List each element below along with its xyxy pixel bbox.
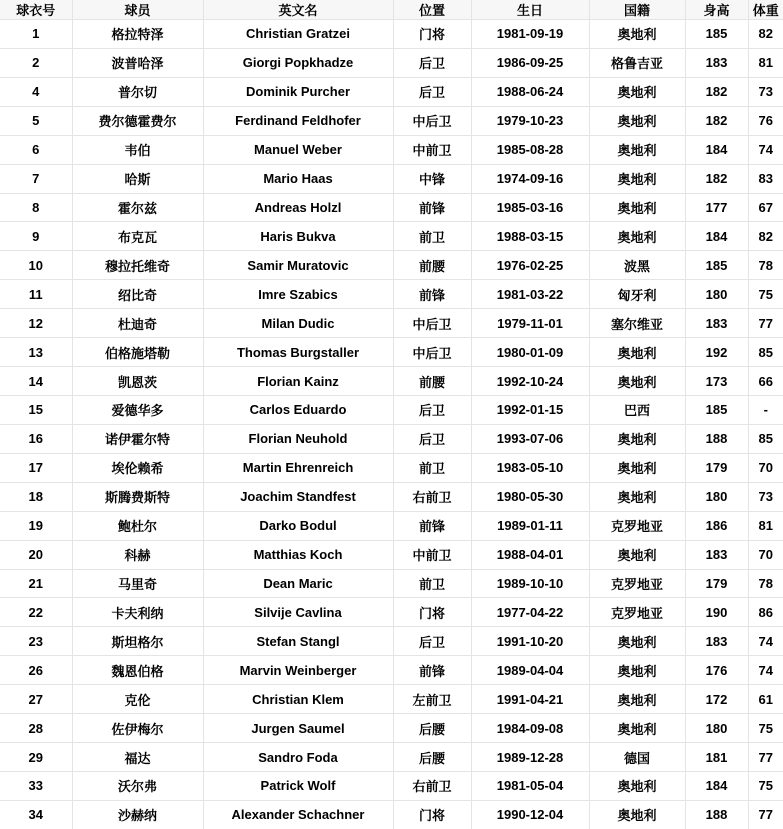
cell-nationality: 匈牙利 xyxy=(589,280,685,309)
table-row xyxy=(0,251,783,280)
cell-birthday: 1992-10-24 xyxy=(471,367,589,396)
cell-nationality: 奥地利 xyxy=(589,424,685,453)
cell-player-name: 斯坦格尔 xyxy=(72,627,203,656)
cell-birthday: 1990-12-04 xyxy=(471,800,589,829)
cell-nationality: 奥地利 xyxy=(589,482,685,511)
cell-jersey-number: 12 xyxy=(0,309,72,338)
cell-height: 172 xyxy=(685,685,748,714)
cell-player-name: 霍尔兹 xyxy=(72,193,203,222)
cell-jersey-number: 16 xyxy=(0,424,72,453)
cell-player-name: 杜迪奇 xyxy=(72,309,203,338)
table-row xyxy=(0,193,783,222)
cell-jersey-number: 8 xyxy=(0,193,72,222)
cell-weight: 83 xyxy=(748,164,783,193)
cell-english-name: Sandro Foda xyxy=(203,743,393,772)
cell-weight: 70 xyxy=(748,453,783,482)
column-header-position: 位置 xyxy=(393,0,471,20)
cell-weight: 75 xyxy=(748,714,783,743)
cell-english-name: Martin Ehrenreich xyxy=(203,453,393,482)
cell-nationality: 奥地利 xyxy=(589,685,685,714)
cell-player-name: 马里奇 xyxy=(72,569,203,598)
cell-english-name: Thomas Burgstaller xyxy=(203,338,393,367)
cell-player-name: 诺伊霍尔特 xyxy=(72,424,203,453)
cell-english-name: Florian Neuhold xyxy=(203,424,393,453)
cell-weight: 75 xyxy=(748,280,783,309)
table-row xyxy=(0,771,783,800)
cell-birthday: 1984-09-08 xyxy=(471,714,589,743)
column-header-jersey-number: 球衣号 xyxy=(0,0,72,20)
cell-weight: 61 xyxy=(748,685,783,714)
cell-player-name: 沙赫纳 xyxy=(72,800,203,829)
cell-english-name: Manuel Weber xyxy=(203,135,393,164)
cell-height: 183 xyxy=(685,627,748,656)
table-row xyxy=(0,511,783,540)
cell-position: 后卫 xyxy=(393,395,471,424)
cell-height: 185 xyxy=(685,20,748,49)
table-row xyxy=(0,77,783,106)
cell-height: 183 xyxy=(685,309,748,338)
cell-height: 184 xyxy=(685,222,748,251)
cell-nationality: 奥地利 xyxy=(589,77,685,106)
cell-player-name: 埃伦赖希 xyxy=(72,453,203,482)
cell-position: 前卫 xyxy=(393,453,471,482)
cell-height: 184 xyxy=(685,771,748,800)
cell-nationality: 奥地利 xyxy=(589,193,685,222)
cell-jersey-number: 7 xyxy=(0,164,72,193)
cell-player-name: 佐伊梅尔 xyxy=(72,714,203,743)
table-body xyxy=(0,20,783,829)
cell-birthday: 1991-10-20 xyxy=(471,627,589,656)
cell-nationality: 奥地利 xyxy=(589,714,685,743)
cell-english-name: Andreas Holzl xyxy=(203,193,393,222)
cell-weight: 76 xyxy=(748,106,783,135)
cell-jersey-number: 4 xyxy=(0,77,72,106)
cell-english-name: Dominik Purcher xyxy=(203,77,393,106)
cell-position: 中前卫 xyxy=(393,135,471,164)
cell-position: 前卫 xyxy=(393,222,471,251)
cell-jersey-number: 14 xyxy=(0,367,72,396)
cell-position: 后腰 xyxy=(393,714,471,743)
cell-position: 右前卫 xyxy=(393,482,471,511)
cell-english-name: Patrick Wolf xyxy=(203,771,393,800)
cell-birthday: 1991-04-21 xyxy=(471,685,589,714)
cell-english-name: Samir Muratovic xyxy=(203,251,393,280)
cell-nationality: 奥地利 xyxy=(589,627,685,656)
cell-birthday: 1981-03-22 xyxy=(471,280,589,309)
cell-birthday: 1980-05-30 xyxy=(471,482,589,511)
cell-english-name: Haris Bukva xyxy=(203,222,393,251)
cell-player-name: 凯恩茨 xyxy=(72,367,203,396)
table-row xyxy=(0,800,783,829)
cell-height: 179 xyxy=(685,569,748,598)
cell-weight: 74 xyxy=(748,656,783,685)
cell-english-name: Giorgi Popkhadze xyxy=(203,48,393,77)
cell-jersey-number: 26 xyxy=(0,656,72,685)
cell-position: 中后卫 xyxy=(393,309,471,338)
column-header-birthday: 生日 xyxy=(471,0,589,20)
cell-height: 192 xyxy=(685,338,748,367)
table-row xyxy=(0,453,783,482)
cell-jersey-number: 2 xyxy=(0,48,72,77)
cell-position: 前腰 xyxy=(393,367,471,396)
table-row xyxy=(0,569,783,598)
cell-height: 186 xyxy=(685,511,748,540)
table-row xyxy=(0,106,783,135)
cell-birthday: 1977-04-22 xyxy=(471,598,589,627)
cell-jersey-number: 1 xyxy=(0,20,72,49)
cell-position: 中锋 xyxy=(393,164,471,193)
cell-nationality: 波黑 xyxy=(589,251,685,280)
cell-player-name: 福达 xyxy=(72,743,203,772)
cell-jersey-number: 33 xyxy=(0,771,72,800)
cell-player-name: 穆拉托维奇 xyxy=(72,251,203,280)
cell-weight: 77 xyxy=(748,743,783,772)
cell-player-name: 费尔德霍费尔 xyxy=(72,106,203,135)
table-row xyxy=(0,20,783,49)
cell-english-name: Darko Bodul xyxy=(203,511,393,540)
table-row xyxy=(0,164,783,193)
cell-position: 前卫 xyxy=(393,569,471,598)
cell-jersey-number: 17 xyxy=(0,453,72,482)
table-row xyxy=(0,135,783,164)
cell-jersey-number: 34 xyxy=(0,800,72,829)
cell-birthday: 1993-07-06 xyxy=(471,424,589,453)
cell-player-name: 沃尔弗 xyxy=(72,771,203,800)
table-row xyxy=(0,367,783,396)
cell-nationality: 奥地利 xyxy=(589,453,685,482)
cell-height: 180 xyxy=(685,280,748,309)
cell-position: 门将 xyxy=(393,20,471,49)
cell-weight: 70 xyxy=(748,540,783,569)
cell-position: 中前卫 xyxy=(393,540,471,569)
cell-english-name: Christian Gratzei xyxy=(203,20,393,49)
table-row xyxy=(0,598,783,627)
cell-english-name: Marvin Weinberger xyxy=(203,656,393,685)
cell-player-name: 卡夫利纳 xyxy=(72,598,203,627)
cell-birthday: 1992-01-15 xyxy=(471,395,589,424)
cell-birthday: 1979-10-23 xyxy=(471,106,589,135)
cell-height: 185 xyxy=(685,395,748,424)
cell-birthday: 1986-09-25 xyxy=(471,48,589,77)
cell-height: 173 xyxy=(685,367,748,396)
cell-birthday: 1976-02-25 xyxy=(471,251,589,280)
cell-weight: 86 xyxy=(748,598,783,627)
cell-birthday: 1989-04-04 xyxy=(471,656,589,685)
cell-nationality: 奥地利 xyxy=(589,771,685,800)
cell-weight: 75 xyxy=(748,771,783,800)
cell-english-name: Ferdinand Feldhofer xyxy=(203,106,393,135)
cell-jersey-number: 28 xyxy=(0,714,72,743)
cell-player-name: 鲍杜尔 xyxy=(72,511,203,540)
table-row xyxy=(0,714,783,743)
cell-nationality: 奥地利 xyxy=(589,656,685,685)
cell-position: 中后卫 xyxy=(393,338,471,367)
cell-player-name: 爱德华多 xyxy=(72,395,203,424)
cell-english-name: Christian Klem xyxy=(203,685,393,714)
cell-nationality: 奥地利 xyxy=(589,106,685,135)
cell-player-name: 魏恩伯格 xyxy=(72,656,203,685)
cell-weight: 78 xyxy=(748,569,783,598)
cell-nationality: 克罗地亚 xyxy=(589,569,685,598)
cell-weight: 77 xyxy=(748,800,783,829)
cell-birthday: 1981-09-19 xyxy=(471,20,589,49)
table-row xyxy=(0,743,783,772)
cell-position: 前锋 xyxy=(393,280,471,309)
cell-position: 后卫 xyxy=(393,424,471,453)
cell-english-name: Florian Kainz xyxy=(203,367,393,396)
table-row xyxy=(0,424,783,453)
column-header-nationality: 国籍 xyxy=(589,0,685,20)
cell-position: 中后卫 xyxy=(393,106,471,135)
cell-height: 188 xyxy=(685,800,748,829)
cell-player-name: 伯格施塔勒 xyxy=(72,338,203,367)
cell-weight: 78 xyxy=(748,251,783,280)
cell-jersey-number: 9 xyxy=(0,222,72,251)
cell-position: 后腰 xyxy=(393,743,471,772)
cell-weight: - xyxy=(748,395,783,424)
cell-position: 后卫 xyxy=(393,77,471,106)
cell-player-name: 哈斯 xyxy=(72,164,203,193)
cell-height: 181 xyxy=(685,743,748,772)
header-row xyxy=(0,0,783,20)
cell-weight: 82 xyxy=(748,222,783,251)
cell-height: 177 xyxy=(685,193,748,222)
cell-weight: 74 xyxy=(748,627,783,656)
cell-nationality: 格鲁吉亚 xyxy=(589,48,685,77)
table-row xyxy=(0,395,783,424)
cell-nationality: 奥地利 xyxy=(589,164,685,193)
cell-height: 182 xyxy=(685,77,748,106)
cell-position: 前锋 xyxy=(393,656,471,685)
cell-nationality: 奥地利 xyxy=(589,338,685,367)
cell-player-name: 克伦 xyxy=(72,685,203,714)
cell-position: 后卫 xyxy=(393,627,471,656)
cell-height: 190 xyxy=(685,598,748,627)
cell-height: 188 xyxy=(685,424,748,453)
table-row xyxy=(0,280,783,309)
cell-english-name: Dean Maric xyxy=(203,569,393,598)
cell-jersey-number: 29 xyxy=(0,743,72,772)
cell-jersey-number: 20 xyxy=(0,540,72,569)
cell-english-name: Silvije Cavlina xyxy=(203,598,393,627)
column-header-height: 身高 xyxy=(685,0,748,20)
cell-birthday: 1983-05-10 xyxy=(471,453,589,482)
cell-birthday: 1988-06-24 xyxy=(471,77,589,106)
cell-height: 184 xyxy=(685,135,748,164)
cell-nationality: 克罗地亚 xyxy=(589,598,685,627)
cell-jersey-number: 19 xyxy=(0,511,72,540)
cell-player-name: 布克瓦 xyxy=(72,222,203,251)
cell-nationality: 奥地利 xyxy=(589,800,685,829)
cell-height: 182 xyxy=(685,106,748,135)
cell-height: 180 xyxy=(685,714,748,743)
cell-nationality: 奥地利 xyxy=(589,540,685,569)
cell-height: 185 xyxy=(685,251,748,280)
cell-weight: 73 xyxy=(748,482,783,511)
cell-height: 183 xyxy=(685,540,748,569)
cell-jersey-number: 15 xyxy=(0,395,72,424)
column-header-english-name: 英文名 xyxy=(203,0,393,20)
cell-birthday: 1981-05-04 xyxy=(471,771,589,800)
cell-jersey-number: 10 xyxy=(0,251,72,280)
cell-weight: 73 xyxy=(748,77,783,106)
cell-weight: 82 xyxy=(748,20,783,49)
cell-height: 179 xyxy=(685,453,748,482)
cell-english-name: Stefan Stangl xyxy=(203,627,393,656)
cell-english-name: Joachim Standfest xyxy=(203,482,393,511)
cell-height: 176 xyxy=(685,656,748,685)
cell-player-name: 绍比奇 xyxy=(72,280,203,309)
cell-nationality: 巴西 xyxy=(589,395,685,424)
cell-english-name: Carlos Eduardo xyxy=(203,395,393,424)
cell-jersey-number: 18 xyxy=(0,482,72,511)
cell-birthday: 1988-03-15 xyxy=(471,222,589,251)
cell-birthday: 1989-12-28 xyxy=(471,743,589,772)
cell-jersey-number: 22 xyxy=(0,598,72,627)
table-row xyxy=(0,627,783,656)
cell-player-name: 韦伯 xyxy=(72,135,203,164)
table-row xyxy=(0,656,783,685)
cell-jersey-number: 21 xyxy=(0,569,72,598)
cell-nationality: 奥地利 xyxy=(589,135,685,164)
cell-nationality: 奥地利 xyxy=(589,20,685,49)
table-row xyxy=(0,540,783,569)
cell-birthday: 1979-11-01 xyxy=(471,309,589,338)
table-header xyxy=(0,0,783,20)
cell-jersey-number: 23 xyxy=(0,627,72,656)
cell-position: 左前卫 xyxy=(393,685,471,714)
cell-weight: 81 xyxy=(748,511,783,540)
cell-birthday: 1988-04-01 xyxy=(471,540,589,569)
cell-weight: 77 xyxy=(748,309,783,338)
cell-player-name: 普尔切 xyxy=(72,77,203,106)
cell-jersey-number: 5 xyxy=(0,106,72,135)
cell-weight: 67 xyxy=(748,193,783,222)
column-header-player-name: 球员 xyxy=(72,0,203,20)
cell-position: 右前卫 xyxy=(393,771,471,800)
cell-birthday: 1985-08-28 xyxy=(471,135,589,164)
cell-birthday: 1974-09-16 xyxy=(471,164,589,193)
cell-english-name: Imre Szabics xyxy=(203,280,393,309)
cell-english-name: Jurgen Saumel xyxy=(203,714,393,743)
cell-nationality: 奥地利 xyxy=(589,367,685,396)
table-row xyxy=(0,222,783,251)
cell-position: 门将 xyxy=(393,598,471,627)
cell-weight: 85 xyxy=(748,424,783,453)
cell-weight: 66 xyxy=(748,367,783,396)
cell-position: 后卫 xyxy=(393,48,471,77)
cell-height: 183 xyxy=(685,48,748,77)
cell-player-name: 格拉特泽 xyxy=(72,20,203,49)
table-row xyxy=(0,309,783,338)
column-header-weight: 体重 xyxy=(748,0,783,20)
cell-position: 前锋 xyxy=(393,193,471,222)
cell-jersey-number: 27 xyxy=(0,685,72,714)
cell-birthday: 1980-01-09 xyxy=(471,338,589,367)
cell-birthday: 1989-10-10 xyxy=(471,569,589,598)
cell-birthday: 1989-01-11 xyxy=(471,511,589,540)
cell-player-name: 科赫 xyxy=(72,540,203,569)
table-row xyxy=(0,338,783,367)
cell-english-name: Mario Haas xyxy=(203,164,393,193)
table-row xyxy=(0,685,783,714)
cell-position: 门将 xyxy=(393,800,471,829)
cell-nationality: 克罗地亚 xyxy=(589,511,685,540)
cell-english-name: Alexander Schachner xyxy=(203,800,393,829)
cell-weight: 81 xyxy=(748,48,783,77)
cell-jersey-number: 13 xyxy=(0,338,72,367)
cell-position: 前锋 xyxy=(393,511,471,540)
cell-weight: 74 xyxy=(748,135,783,164)
cell-birthday: 1985-03-16 xyxy=(471,193,589,222)
cell-player-name: 波普哈泽 xyxy=(72,48,203,77)
cell-english-name: Matthias Koch xyxy=(203,540,393,569)
table-row xyxy=(0,482,783,511)
cell-height: 180 xyxy=(685,482,748,511)
cell-jersey-number: 11 xyxy=(0,280,72,309)
cell-position: 前腰 xyxy=(393,251,471,280)
cell-english-name: Milan Dudic xyxy=(203,309,393,338)
cell-jersey-number: 6 xyxy=(0,135,72,164)
cell-nationality: 塞尔维亚 xyxy=(589,309,685,338)
cell-weight: 85 xyxy=(748,338,783,367)
cell-height: 182 xyxy=(685,164,748,193)
cell-nationality: 奥地利 xyxy=(589,222,685,251)
cell-nationality: 德国 xyxy=(589,743,685,772)
table-row xyxy=(0,48,783,77)
cell-player-name: 斯腾费斯特 xyxy=(72,482,203,511)
